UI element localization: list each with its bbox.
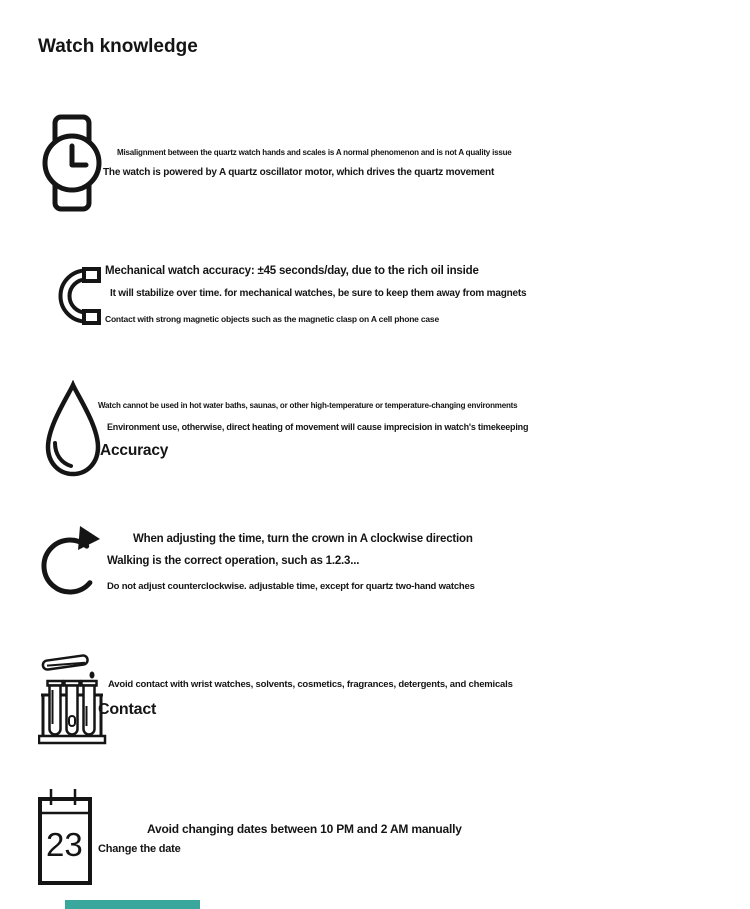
text-line: Change the date	[98, 843, 181, 855]
text-line: Do not adjust counterclockwise. adjustable time, except for quartz two-hand watches	[107, 581, 475, 592]
accent-bar	[65, 900, 200, 909]
text-line: Walking is the correct operation, such as 1.2.3...	[107, 555, 360, 567]
text-line: Misalignment between the quartz watch hands and scales is A normal phenomenon and is not A quality issue	[117, 148, 512, 157]
text-line: Avoid contact with wrist watches, solvents, cosmetics, fragrances, detergents, and chemicals	[108, 679, 513, 690]
magnet-icon	[42, 265, 104, 327]
page-title: Watch knowledge	[38, 36, 198, 57]
text-line: The watch is powered by A quartz oscillator motor, which drives the quartz movement	[103, 167, 495, 178]
section-heading: Contact	[98, 701, 157, 718]
text-line: Contact with strong magnetic objects such as the magnetic clasp on A cell phone case	[105, 314, 439, 324]
wristwatch-icon	[40, 114, 104, 212]
text-line: Watch cannot be used in hot water baths, saunas, or other high-temperature or temperature-changing environments	[98, 401, 518, 410]
calendar-day-number: 23	[46, 826, 83, 863]
text-line: Environment use, otherwise, direct heating of movement will cause imprecision in watch's timekeeping	[107, 422, 529, 432]
section-heading: Accuracy	[100, 442, 169, 459]
water-drop-icon	[42, 380, 104, 480]
text-line: Mechanical watch accuracy: ±45 seconds/day, due to the rich oil inside	[105, 265, 479, 277]
text-line: Avoid changing dates between 10 PM and 2 AM manually	[147, 822, 462, 836]
text-line: When adjusting the time, turn the crown in A clockwise direction	[133, 533, 473, 545]
test-tubes-icon	[38, 650, 108, 746]
clockwise-arrow-icon	[40, 524, 106, 602]
text-line: It will stabilize over time. for mechanical watches, be sure to keep them away from magnets	[110, 288, 527, 299]
